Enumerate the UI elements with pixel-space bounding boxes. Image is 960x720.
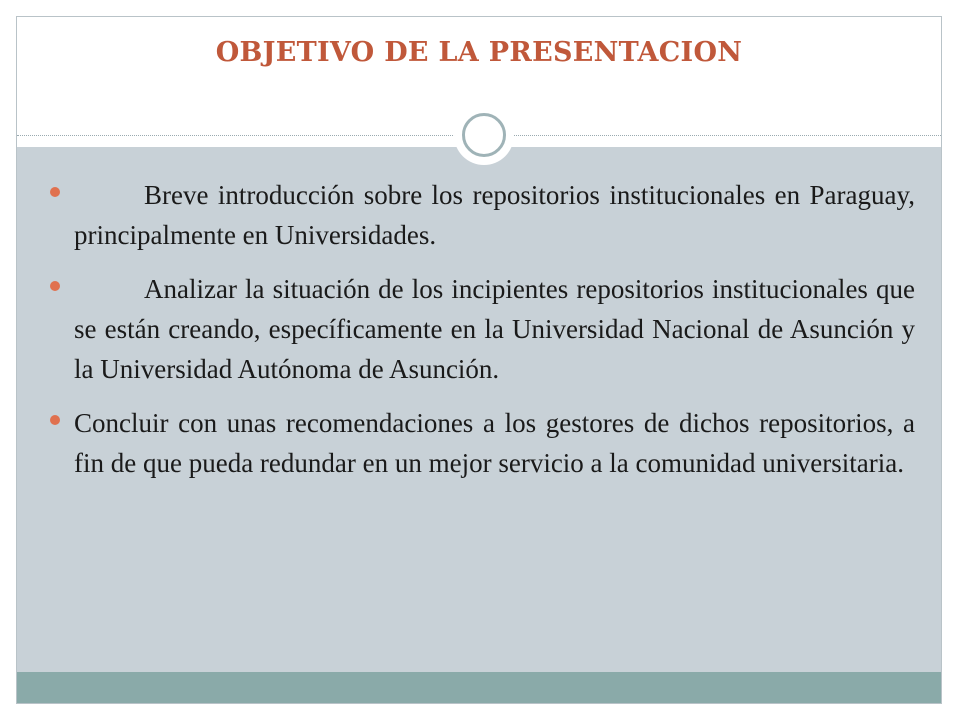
- slide-title: OBJETIVO DE LA PRESENTACION: [215, 37, 743, 68]
- bullet-dot-icon: [50, 281, 60, 291]
- footer-bar: [17, 672, 941, 704]
- slide-frame: [16, 16, 942, 704]
- list-item: [47, 269, 915, 389]
- circle-ring-inner: [462, 113, 506, 157]
- bullet-dot-icon: [50, 415, 60, 425]
- list-item: [47, 175, 915, 255]
- list-item: [47, 403, 915, 483]
- bullet-text: Breve introducción sobre los repositorios institucionales en Paraguay, principalmente en Universidades.: [74, 180, 915, 250]
- bullet-text: Analizar la situación de los incipientes repositorios institucionales que se están creando, específicamente en la Universidad Nacional de Asunción y la Universidad Autónoma de Asunción.: [74, 274, 915, 384]
- bullet-list: [47, 175, 915, 497]
- bullet-text: Concluir con unas recomendaciones a los gestores de dichos repositorios, a fin de que pueda redundar en un mejor servicio a la comunidad universitaria.: [74, 408, 915, 478]
- bullet-dot-icon: [50, 187, 60, 197]
- circle-ring-icon: [454, 105, 514, 165]
